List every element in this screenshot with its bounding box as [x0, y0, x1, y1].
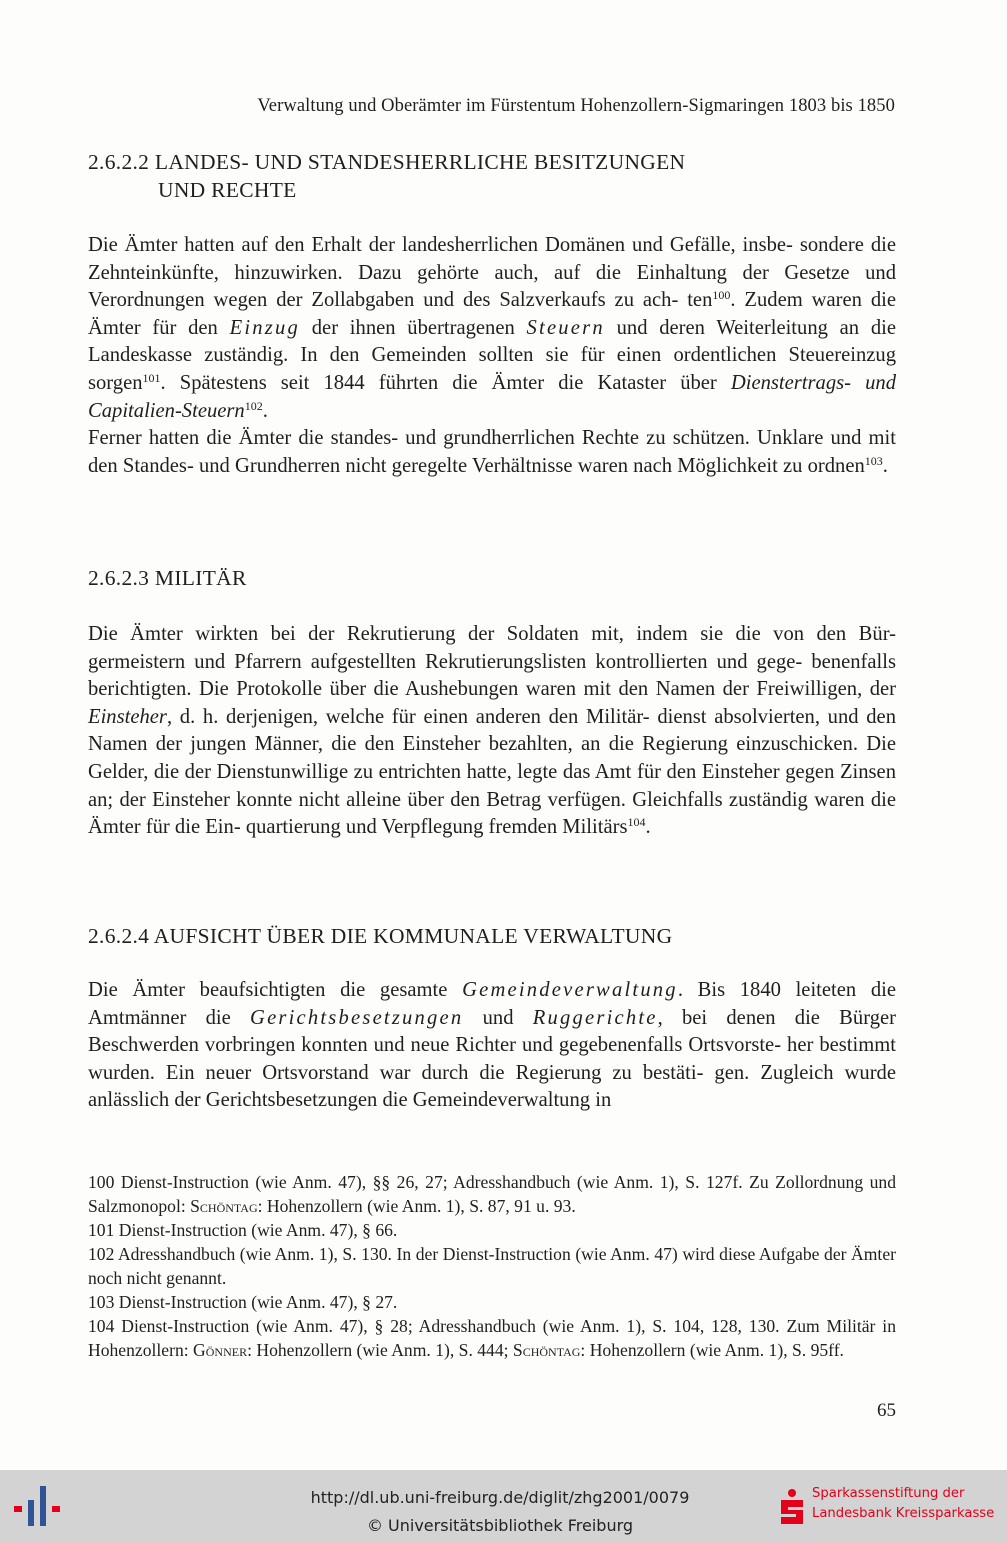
text-run: : Hohenzollern (wie Anm. 1), S. 95ff. [580, 1340, 844, 1360]
footnote-ref[interactable]: 102 [244, 398, 263, 413]
spaced-term: Gerichtsbesetzungen [250, 1006, 464, 1029]
footnote-ref[interactable]: 101 [142, 370, 161, 385]
text-run: . Zudem waren die Ämter für den [88, 289, 896, 339]
footnote-ref[interactable]: 104 [627, 815, 646, 830]
italic-term: Dienstertrags- und Capitalien-Steuern [88, 371, 896, 422]
footer-bar [0, 1470, 1007, 1543]
ub-freiburg-logo-icon[interactable] [14, 1486, 70, 1530]
section-number: 2.6.2.3 [88, 566, 150, 590]
section-title: MILITÄR [154, 566, 247, 590]
sponsor-logo[interactable] [778, 1484, 1004, 1534]
sponsor-name [812, 1484, 994, 1524]
spaced-term: Gemeindeverwaltung [462, 979, 678, 1001]
footnote-ref[interactable]: 100 [712, 288, 731, 303]
sponsor-line1: Sparkassenstiftung der [812, 1486, 965, 1501]
text-run: , d. h. derjenigen, welche für einen anderen den Militär- dienst absolvierten, und den Namen der jungen Männer, die den Einsteher bezahlten, an die Regierung einzuschicken. Die Gelder, die der Dienstunwillige zu entrichten hatte, legte das Amt für den Einsteher gegen Zinsen an; der Einsteher konnte nicht alleine über den Betrag verfügen. Gleichfalls zuständig waren die Ämter für die Ein- quartierung und Verpflegung fremden Militärs [88, 705, 896, 839]
section-body-2-6-2-3 [88, 621, 896, 842]
text-run: : Hohenzollern (wie Anm. 1), S. 87, 91 u. 93. [257, 1196, 576, 1216]
text-run: und deren Weiterleitung an die Landeskasse zuständig. In den Gemeinden sollten sie für einen ordentlichen Steuereinzug sorgen [88, 316, 897, 394]
spaced-term: Einzug [229, 316, 301, 339]
text-run: der ihnen übertragenen [300, 316, 527, 339]
copyright-notice: © Universitätsbibliothek Freiburg [366, 1516, 634, 1535]
permalink-url[interactable]: http://dl.ub.uni-freiburg.de/diglit/zhg2001/0079 [310, 1488, 690, 1507]
text-run: Die Ämter wirkten bei der Rekrutierung der Soldaten mit, indem sie die von den Bür- germeistern und Pfarrern aufgestellten Rekrutierungslisten kontrollierten und gege- benenfalls berichtigten. Die Protokolle über die Aushebungen waren mit den Namen der Freiwilligen, der [88, 623, 896, 701]
text-run: , bei denen die Bürger Beschwerden vorbringen konnten und neue Richter und gegebenenfalls Ortsvorste- her bestimmt wurden. Ein neuer Ortsvorstand war durch die Regierung zu bestäti- gen. Zugleich wurde anlässlich der Gerichtsbesetzungen die Gemeindeverwaltung in [88, 1006, 896, 1112]
page-number: 65 [877, 1400, 896, 1421]
text-run: . [882, 454, 888, 477]
spaced-term: Ruggerichte [532, 1006, 658, 1029]
paragraph [88, 425, 896, 480]
section-body-2-6-2-4 [88, 977, 896, 1115]
text-run: . Spätestens seit 1844 führten die Ämter die Kataster über [160, 371, 731, 394]
text-run: : Hohenzollern (wie Anm. 1), S. 444; [247, 1340, 513, 1360]
footnote-104 [88, 1314, 896, 1362]
text-run: . Bis 1840 leiteten die Amtmänner die [88, 979, 896, 1029]
spaced-term: Steuern [526, 316, 605, 339]
text-run: . [262, 399, 268, 422]
text-run: 104 Dienst-Instruction (wie Anm. 47), § 28; Adresshandbuch (wie Anm. 1), S. 104, 128, 130. Zum Militär in Hohenzollern: [88, 1316, 896, 1360]
section-heading-2-6-2-4 [88, 922, 672, 950]
section-number: 2.6.2.2 [88, 150, 150, 174]
footnote-101: 101 Dienst-Instruction (wie Anm. 47), § 66. [88, 1220, 398, 1240]
footnote-102: 102 Adresshandbuch (wie Anm. 1), S. 130. In der Dienst-Instruction (wie Anm. 47) wird diese Aufgabe der Ämter noch nicht genannt. [88, 1244, 896, 1288]
text-run: Die Ämter hatten auf den Erhalt der landesherrlichen Domänen und Gefälle, insbe- sondere die Zehnteinkünfte, hinzuwirken. Dazu gehörte auch, auf die Einhaltung der Gesetze und Verordnungen wegen der Zollabgaben und des Salzverkaufs zu ach- ten [88, 234, 896, 312]
author-name: Schöntag [512, 1340, 581, 1360]
author-name: Gönner [193, 1340, 248, 1360]
section-title: AUFSICHT ÜBER DIE KOMMUNALE VERWALTUNG [153, 924, 673, 948]
section-heading-2-6-2-2 [88, 148, 685, 204]
footnote-103: 103 Dienst-Instruction (wie Anm. 47), § 27. [88, 1292, 398, 1312]
sparkasse-s-icon [778, 1488, 806, 1528]
section-body-2-6-2-2 [88, 232, 896, 480]
paragraph [88, 232, 896, 425]
text-run: Die Ämter beaufsichtigten die gesamte [88, 979, 463, 1001]
footnote-100 [88, 1170, 896, 1218]
text-run: . [645, 816, 651, 839]
paragraph [88, 977, 896, 1115]
paragraph [88, 621, 896, 842]
running-head: Verwaltung und Oberämter im Fürstentum Hohenzollern-Sigmaringen 1803 bis 1850 [257, 96, 895, 116]
section-heading-2-6-2-3 [88, 564, 247, 592]
sponsor-line2: Landesbank Kreissparkasse [812, 1506, 995, 1521]
section-title-line2: UND RECHTE [158, 178, 297, 202]
text-run: Ferner hatten die Ämter die standes- und grundherrlichen Rechte zu schützen. Unklare und mit den Standes- und Grundherren nicht geregelte Verhältnisse waren nach Möglichkeit zu ordnen [88, 427, 896, 477]
italic-term: Einsteher [88, 705, 167, 728]
text-run: und [463, 1006, 533, 1029]
section-title-line1: LANDES- UND STANDESHERRLICHE BESITZUNGEN [154, 150, 686, 174]
footnote-ref[interactable]: 103 [864, 453, 883, 468]
author-name: Schöntag [190, 1196, 258, 1216]
section-number: 2.6.2.4 [88, 924, 150, 948]
text-run: 100 Dienst-Instruction (wie Anm. 47), §§ 26, 27; Adresshandbuch (wie Anm. 1), S. 127f. Zu Zollordnung und Salzmonopol: [88, 1172, 896, 1216]
footnotes [88, 1170, 896, 1362]
